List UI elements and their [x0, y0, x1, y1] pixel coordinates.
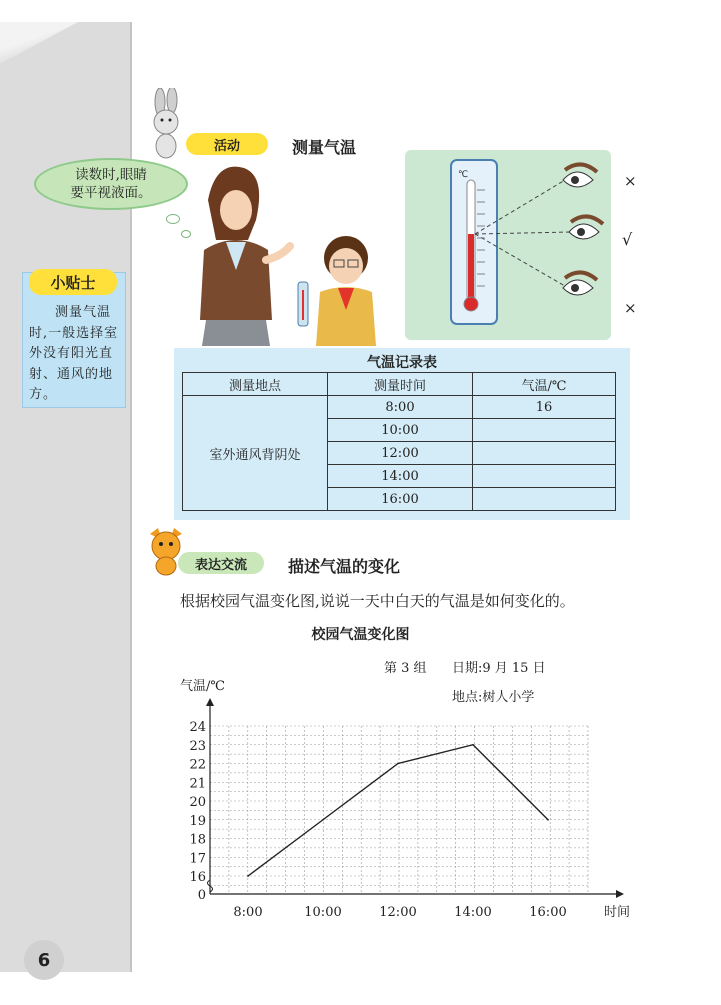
thermometer-unit: ℃	[458, 170, 469, 180]
y-tick-label: 19	[189, 813, 206, 829]
table-cell: 8:00	[328, 396, 473, 419]
y-axis-label: 气温/℃	[180, 679, 225, 694]
tip-title: 小贴士	[29, 269, 117, 295]
y-axis-arrow	[206, 698, 214, 706]
record-table	[182, 372, 616, 511]
x-tick-label: 10:00	[304, 905, 342, 920]
table-cell	[473, 442, 616, 465]
table-cell: 16	[473, 396, 616, 419]
teacher-student-illustration	[186, 160, 402, 346]
tip-text: 测量气温时,一般选择室外没有阳光直射、通风的地方。	[29, 305, 119, 402]
bubble-dot	[166, 214, 180, 224]
eye-icon	[563, 272, 597, 295]
eye-mark-wrong: ×	[624, 299, 637, 317]
y-tick-label: 24	[189, 720, 206, 735]
temperature-line-chart	[160, 670, 630, 930]
table-cell: 12:00	[328, 442, 473, 465]
chart-place: 地点:树人小学	[452, 690, 535, 705]
x-axis-label: 时间	[604, 905, 630, 920]
tip-box	[22, 272, 126, 408]
discussion-instruction: 根据校园气温变化图,说说一天中白天的气温是如何变化的。	[180, 592, 575, 610]
y-tick-label: 0	[197, 888, 206, 903]
y-tick-label: 18	[189, 832, 206, 848]
chart-group: 第 3 组	[384, 661, 427, 676]
table-title: 气温记录表	[367, 355, 437, 371]
speech-bubble	[34, 158, 188, 210]
rabbit-mascot-icon	[140, 88, 192, 160]
y-tick-label: 16	[189, 870, 206, 885]
table-location-cell: 室外通风背阴处	[183, 396, 328, 511]
table-cell: 10:00	[328, 419, 473, 442]
bubble-line-1: 读数时,眼睛	[75, 167, 147, 183]
data-point	[547, 819, 549, 821]
chart-title: 校园气温变化图	[311, 627, 410, 643]
activity-tag: 活动	[186, 133, 268, 155]
record-table-panel	[174, 348, 630, 520]
x-tick-label: 16:00	[529, 905, 567, 920]
y-tick-label: 21	[189, 776, 206, 792]
table-header: 测量时间	[328, 373, 473, 396]
activity-title: 测量气温	[292, 138, 357, 157]
data-point	[397, 763, 399, 765]
eye-mark-correct: √	[622, 230, 633, 249]
eye-icon	[569, 216, 603, 239]
x-tick-label: 12:00	[379, 905, 417, 920]
table-header: 气温/℃	[473, 373, 616, 396]
x-tick-label: 14:00	[454, 905, 492, 920]
discussion-tag: 表达交流	[178, 552, 264, 574]
discussion-title: 描述气温的变化	[288, 557, 401, 576]
table-header-row	[183, 373, 616, 396]
y-tick-label: 22	[189, 757, 206, 773]
data-point	[322, 819, 324, 821]
table-cell	[473, 465, 616, 488]
table-cell	[473, 419, 616, 442]
eye-icon	[563, 164, 597, 187]
page-number: 6	[24, 940, 64, 980]
chart-date: 日期:9 月 15 日	[452, 661, 546, 676]
table-header: 测量地点	[183, 373, 328, 396]
y-tick-label: 23	[189, 738, 206, 754]
table-cell: 14:00	[328, 465, 473, 488]
x-tick-label: 8:00	[233, 905, 263, 920]
x-axis-arrow	[616, 890, 624, 898]
thermometer-diagram	[405, 150, 611, 340]
data-point	[472, 744, 474, 746]
y-tick-label: 17	[189, 851, 206, 867]
bubble-line-2: 要平视液面。	[70, 185, 152, 201]
table-cell	[473, 488, 616, 511]
y-tick-label: 20	[189, 795, 206, 810]
table-cell: 16:00	[328, 488, 473, 511]
table-row	[183, 396, 616, 419]
eye-mark-wrong: ×	[624, 172, 637, 190]
data-point	[247, 875, 249, 877]
